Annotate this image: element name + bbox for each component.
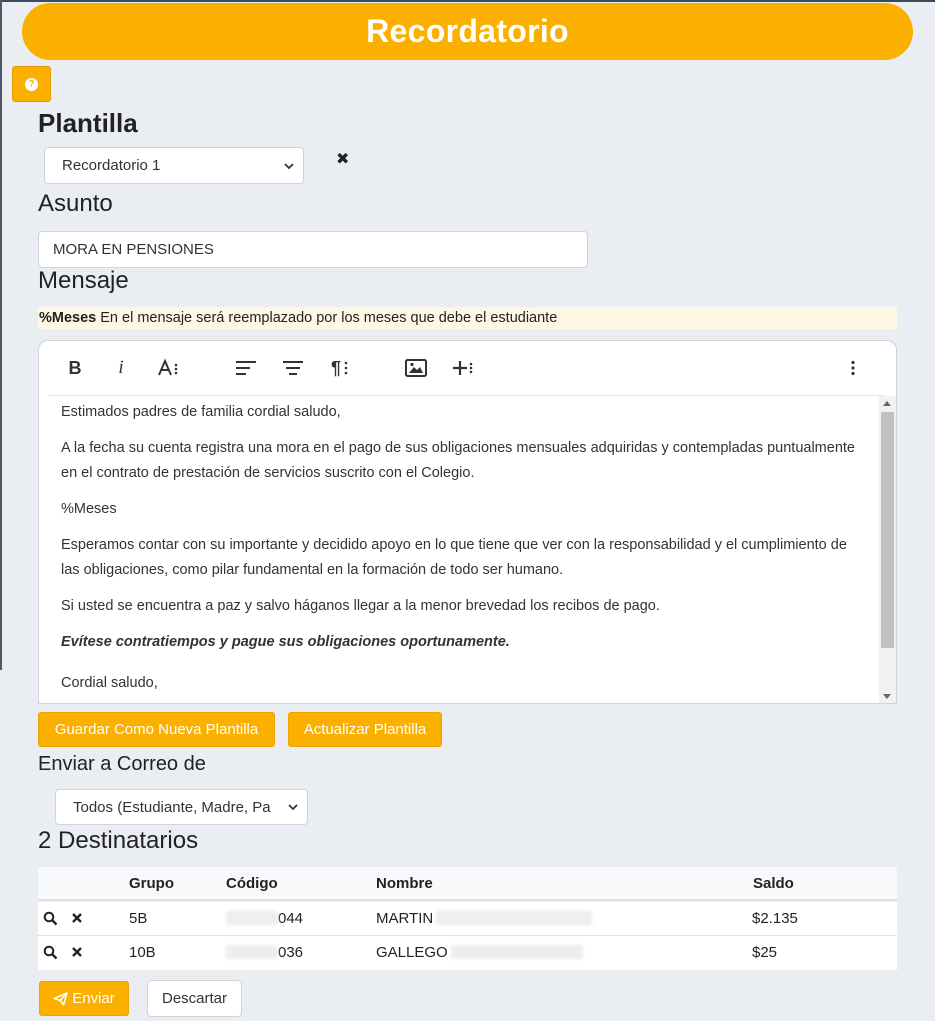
window-left-border: [0, 0, 2, 670]
editor-toolbar: [39, 341, 896, 395]
column-header-grupo: Grupo: [129, 875, 174, 892]
question-circle-icon: ?: [25, 78, 38, 91]
asunto-label: Asunto: [38, 190, 113, 217]
editor-content[interactable]: [49, 396, 879, 704]
asunto-input[interactable]: [38, 231, 588, 268]
column-header-codigo: Código: [226, 875, 278, 892]
table-header: [38, 867, 897, 901]
close-icon[interactable]: [71, 912, 83, 924]
italic-icon[interactable]: i: [118, 357, 124, 378]
redacted-code: [226, 911, 278, 925]
message-paragraph: Cordial saludo,: [61, 675, 158, 691]
cell-saldo: $25: [752, 944, 778, 961]
save-new-template-button[interactable]: Guardar Como Nueva Plantilla: [38, 712, 275, 747]
search-icon[interactable]: [43, 945, 58, 960]
correo-select-value: Todos (Estudiante, Madre, Pa: [73, 798, 271, 816]
destinatarios-title: 2 Destinatarios: [38, 827, 199, 854]
cell-grupo: 5B: [129, 910, 148, 927]
chevron-down-icon: [287, 801, 299, 813]
redacted-name: [436, 911, 592, 925]
correo-select[interactable]: [55, 789, 308, 825]
message-paragraph: %Meses: [61, 501, 117, 517]
cell-nombre: GALLEGO: [376, 944, 448, 961]
page-title: Recordatorio: [366, 13, 569, 49]
search-icon[interactable]: [43, 911, 58, 926]
message-paragraph: A la fecha su cuenta registra una mora en el pago de sus obligaciones mensuales adquiridas y contempladas puntualmente en el contrato de prestación de servicios suscrito con el Colegio.: [61, 440, 855, 481]
message-paragraph: Si usted se encuentra a paz y salvo háganos llegar a la menor brevedad los recibos de pago.: [61, 598, 660, 614]
message-paragraph: Estimados padres de familia cordial saludo,: [61, 404, 341, 420]
image-icon[interactable]: [405, 355, 427, 381]
cell-saldo: $2.135: [752, 910, 798, 927]
scrollbar-thumb[interactable]: [881, 412, 894, 648]
cell-codigo: 036: [278, 944, 304, 961]
plantilla-select[interactable]: [44, 147, 304, 184]
align-center-icon[interactable]: [282, 355, 304, 381]
send-button-label: Enviar: [72, 990, 115, 1007]
chevron-down-icon: [283, 160, 295, 172]
discard-button[interactable]: Descartar: [147, 980, 242, 1017]
cell-grupo: 10B: [129, 944, 156, 961]
correo-label: Enviar a Correo de: [38, 753, 206, 775]
help-button[interactable]: [12, 66, 51, 102]
mensaje-label: Mensaje: [38, 267, 129, 294]
variable-note: [38, 307, 897, 329]
column-header-saldo: Saldo: [753, 875, 794, 892]
variable-note-text: En el mensaje será reemplazado por los meses que debe el estudiante: [100, 310, 558, 326]
insert-more-icon[interactable]: [451, 355, 475, 381]
scroll-down-icon[interactable]: [883, 694, 891, 699]
close-icon[interactable]: [71, 946, 83, 958]
plantilla-heading: Plantilla: [38, 108, 138, 138]
align-left-icon[interactable]: [235, 355, 257, 381]
font-size-icon[interactable]: [157, 355, 181, 381]
redacted-code: [226, 945, 278, 959]
variable-token: %Meses: [39, 310, 97, 326]
header-banner: [22, 3, 913, 60]
table-row: [38, 936, 897, 970]
editor-scrollbar[interactable]: [879, 396, 896, 704]
cell-nombre: MARTIN: [376, 910, 434, 927]
bold-icon[interactable]: B: [68, 357, 82, 378]
plantilla-select-value: Recordatorio 1: [62, 157, 161, 174]
table-row: [38, 902, 897, 936]
scroll-up-icon[interactable]: [883, 401, 891, 406]
message-paragraph: Esperamos contar con su importante y decidido apoyo en lo que tiene que ver con la responsabilidad y el cumplimiento de las obligaciones, como pilar fundamental en la formación de todo ser humano.: [61, 537, 847, 578]
asunto-input-value: MORA EN PENSIONES: [53, 241, 214, 258]
update-template-button[interactable]: Actualizar Plantilla: [288, 712, 442, 747]
paragraph-icon[interactable]: ¶: [328, 355, 352, 381]
rich-text-editor: [38, 340, 897, 704]
cell-codigo: 044: [278, 910, 304, 927]
redacted-name: [451, 945, 583, 959]
clear-plantilla-icon[interactable]: ✖: [336, 151, 350, 168]
paper-plane-icon: [53, 992, 68, 1006]
message-paragraph-emphasis: Evítese contratiempos y pague sus obligaciones oportunamente.: [61, 634, 510, 650]
more-options-icon[interactable]: [847, 355, 859, 381]
window-top-border: [0, 0, 935, 2]
column-header-nombre: Nombre: [376, 875, 433, 892]
send-button[interactable]: [39, 981, 129, 1016]
